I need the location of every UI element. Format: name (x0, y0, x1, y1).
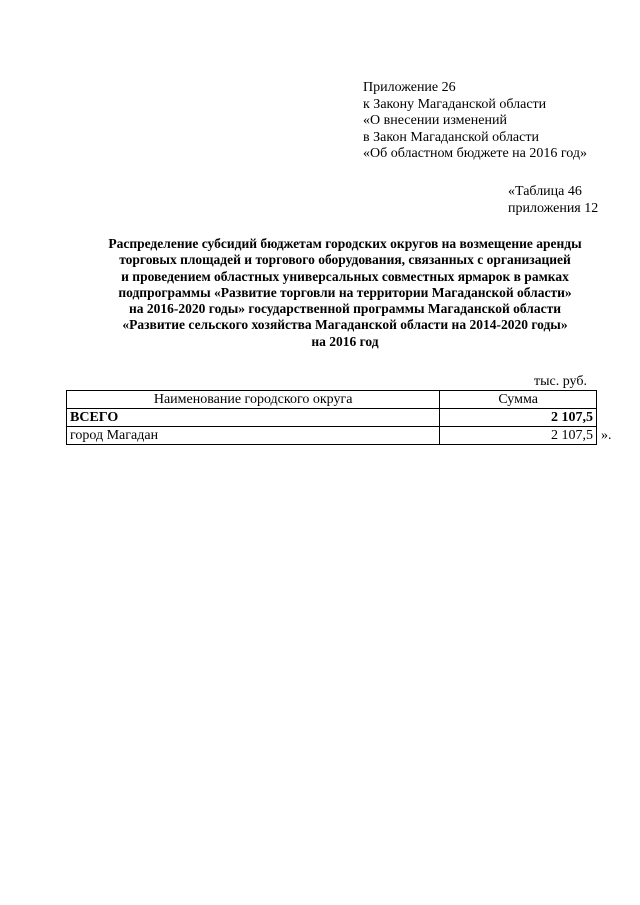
appendix-line: к Закону Магаданской области (363, 96, 547, 112)
total-label: ВСЕГО (67, 409, 440, 427)
appendix-line: «О внесении изменений (363, 113, 507, 128)
appendix-line: «Об областном бюджете на 2016 год» (363, 146, 587, 161)
distribution-table (66, 390, 597, 445)
document-title (50, 236, 640, 350)
header-district-name: Наименование городского округа (67, 391, 440, 409)
table-reference-line: приложения 12 (508, 200, 599, 216)
closing-quote-mark: ». (601, 428, 612, 443)
table-total-row (67, 409, 597, 427)
appendix-line: в Закон Магаданской области (363, 129, 539, 145)
title-line: на 2016 год (311, 333, 379, 349)
table-header-row (67, 391, 597, 409)
header-amount: Сумма (440, 391, 597, 409)
district-name: город Магадан (67, 427, 440, 445)
title-line: подпрограммы «Развитие торговли на территории Магаданской области» (118, 284, 572, 300)
table-reference-line: «Таблица 46 (508, 184, 582, 199)
table-row (67, 427, 597, 445)
appendix-reference (363, 80, 587, 163)
title-line: Распределение субсидий бюджетам городских округов на возмещение аренды (108, 236, 582, 251)
title-line: торговых площадей и торгового оборудования, связанных с организацией (119, 252, 571, 268)
district-amount: 2 107,5 (440, 427, 597, 445)
appendix-line: Приложение 26 (363, 80, 456, 95)
title-line: и проведением областных универсальных совместных ярмарок в рамках (121, 268, 569, 284)
total-amount: 2 107,5 (440, 409, 597, 427)
units-label: тыс. руб. (534, 374, 587, 389)
title-line: «Развитие сельского хозяйства Магаданской области на 2014-2020 годы» (122, 317, 568, 333)
table-reference (508, 184, 598, 217)
title-line: на 2016-2020 годы» государственной программы Магаданской области (129, 301, 561, 317)
